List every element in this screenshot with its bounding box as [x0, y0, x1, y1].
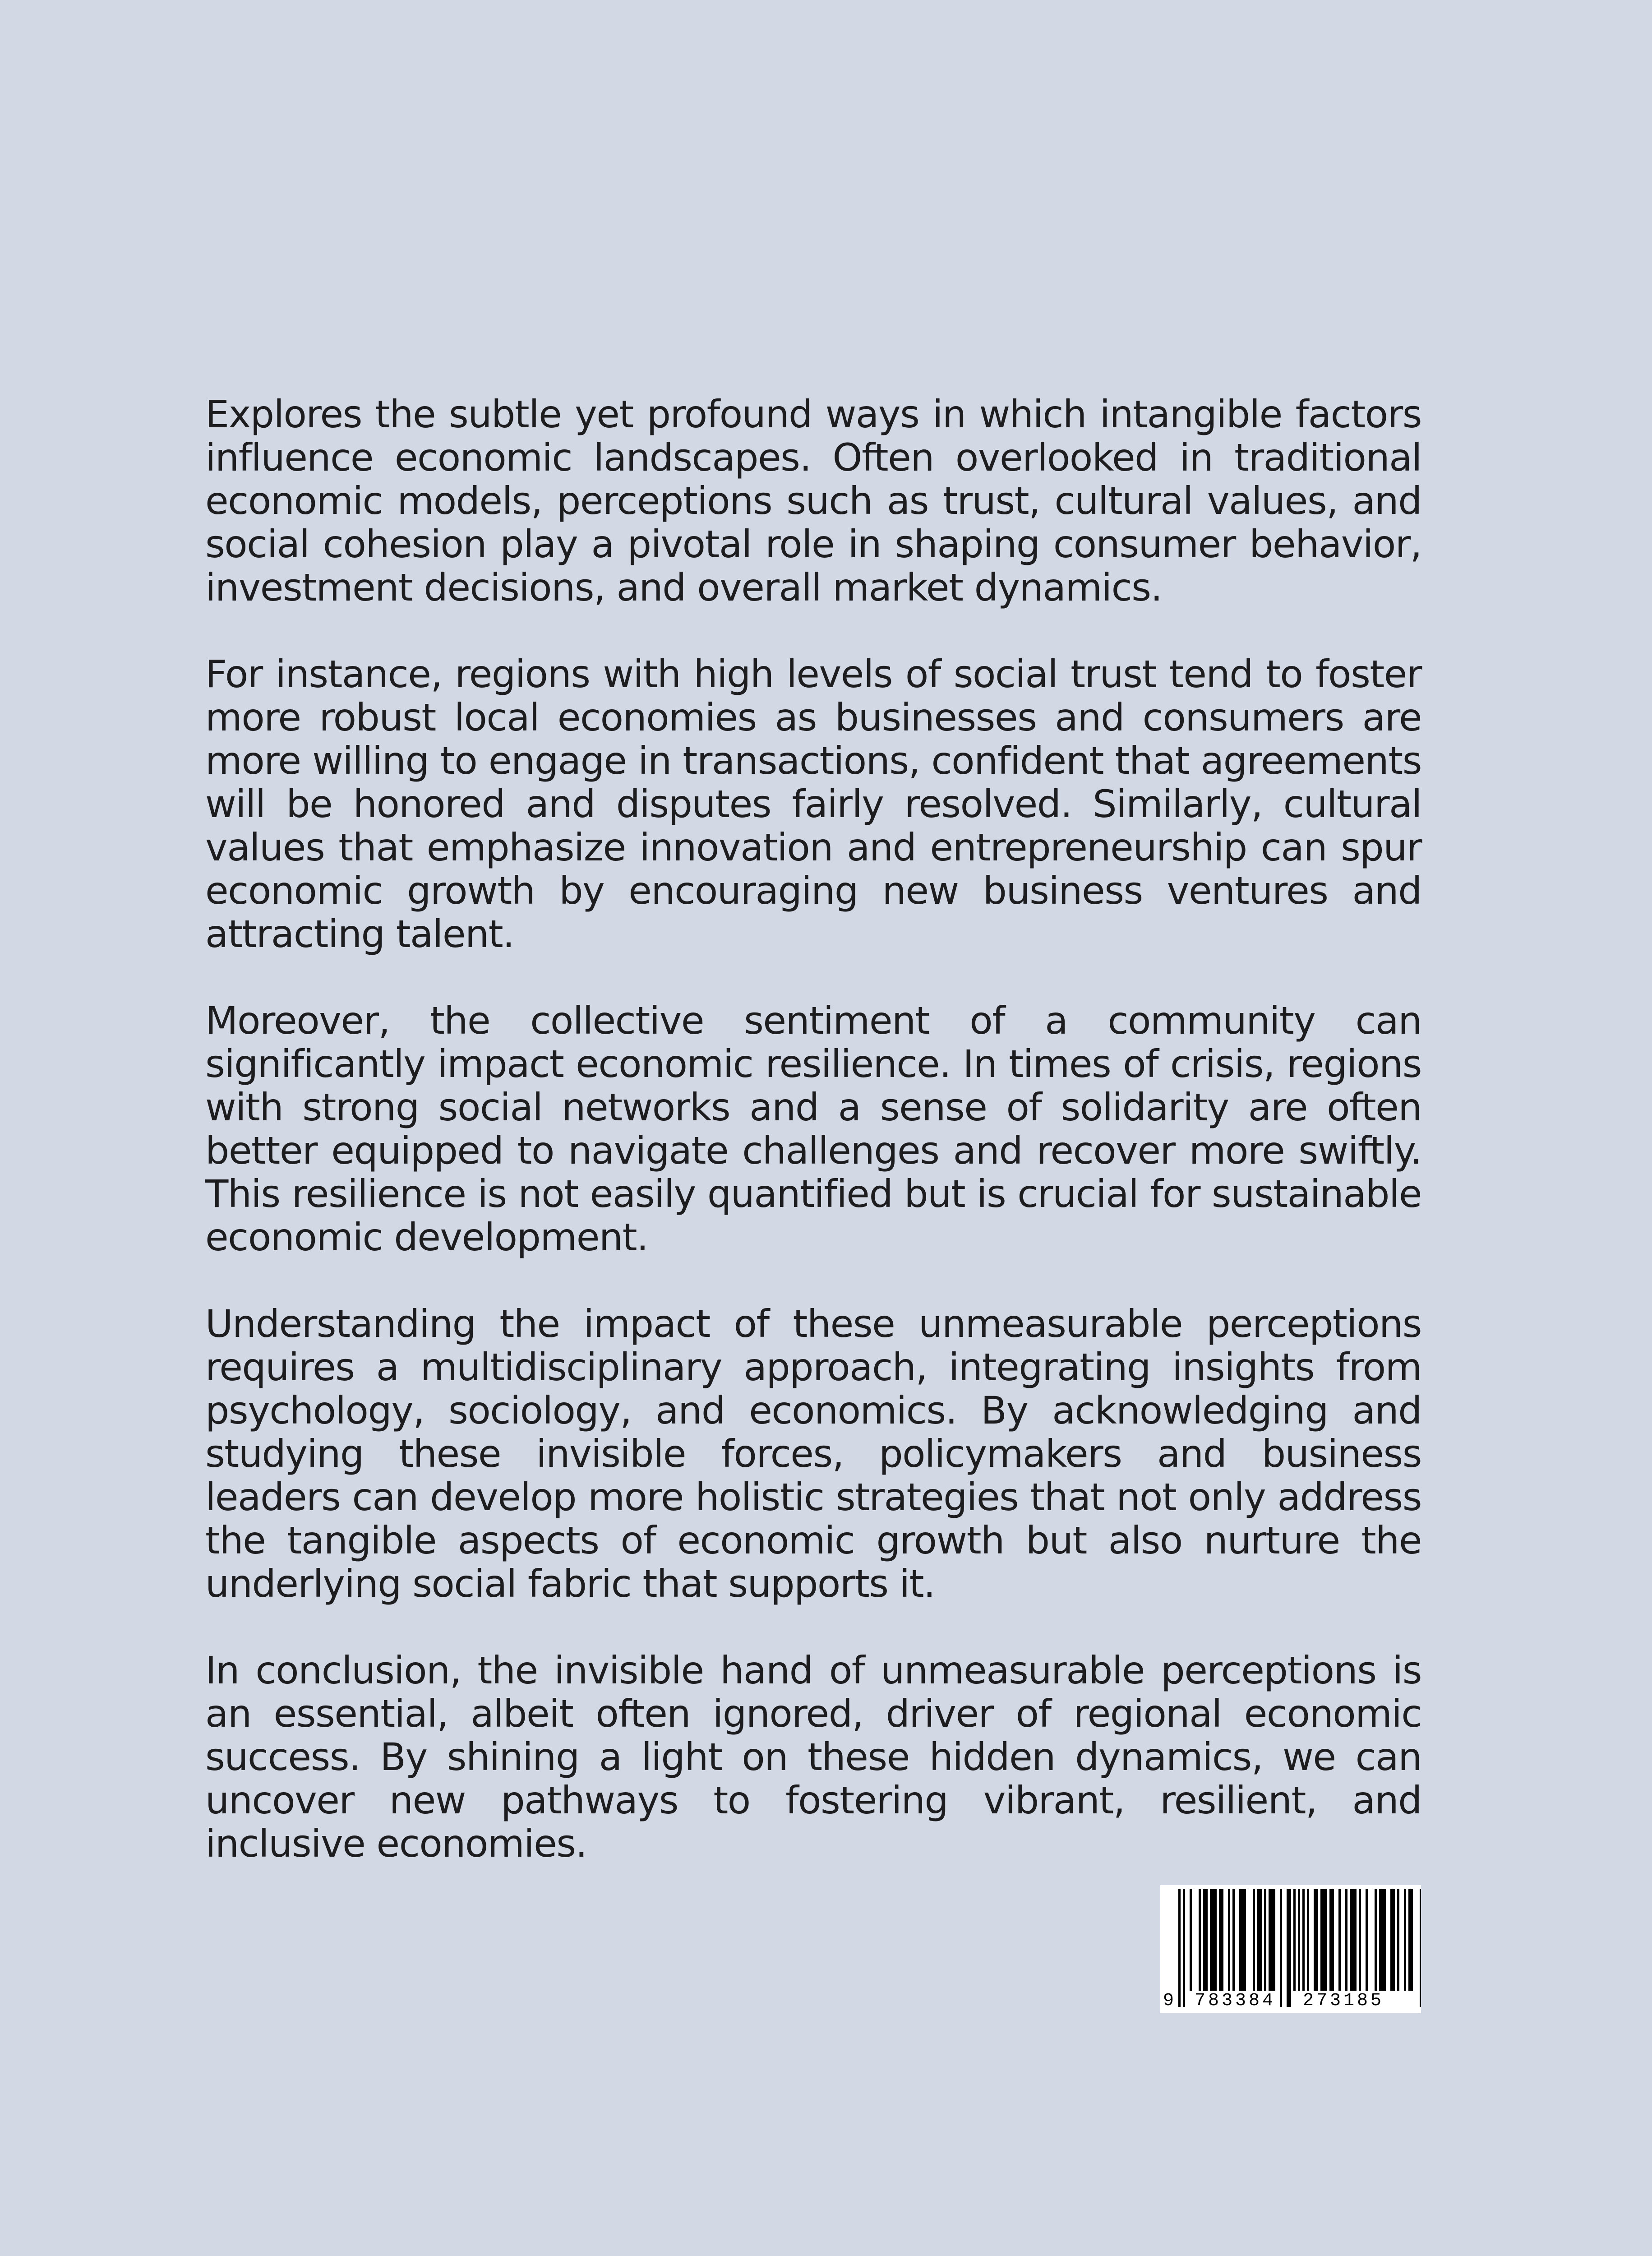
blurb-paragraph-2: For instance, regions with high levels of social trust tend to foster more robust local economies as businesses and consumers are more willing to engage in transactions, confident that agreements will be honored and disputes fairly resolved. Similarly, cultural values that emphasize innovation and entrepreneurship can spur economic growth by encouraging new business ventures and attracting talent. — [205, 652, 1421, 956]
blurb-paragraph-4: Understanding the impact of these unmeasurable perceptions requires a multidisciplinary approach, integrating insights from psychology, sociology, and economics. By acknowledging and studying these invisible forces, policymakers and business leaders can develop more holistic strategies that not only address the tangible aspects of economic growth but also nurture the underlying social fabric that supports it. — [205, 1302, 1421, 1606]
barcode-bar — [1329, 1889, 1334, 1991]
barcode-bar — [1314, 1889, 1318, 1991]
barcode-bar — [1359, 1889, 1361, 1991]
barcode-bar — [1320, 1889, 1327, 1991]
barcode-bar — [1239, 1889, 1246, 1991]
barcode-bar — [1350, 1889, 1357, 1991]
isbn-first-digit: 9 — [1163, 1991, 1174, 2011]
barcode-bar — [1269, 1889, 1275, 1991]
barcode-bar — [1379, 1889, 1386, 1991]
barcode-bar — [1210, 1889, 1217, 1991]
barcode-bar — [1420, 1889, 1421, 2007]
barcode-bar — [1345, 1889, 1347, 1991]
barcode-bar — [1199, 1889, 1201, 1991]
barcode-bar — [1183, 1889, 1185, 2007]
back-cover-blurb — [205, 393, 1421, 1909]
isbn-left-group: 783384 — [1192, 1991, 1278, 2011]
isbn-right-group: 273185 — [1300, 1991, 1387, 2011]
blurb-paragraph-3: Moreover, the collective sentiment of a community can significantly impact economic resilience. In times of crisis, regions with strong social networks and a sense of solidarity are often better equipped to navigate challenges and recover more swiftly. This resilience is not easily quantified but is crucial for sustainable economic development. — [205, 999, 1421, 1259]
barcode-bar — [1253, 1889, 1255, 1991]
barcode-bar — [1287, 1889, 1291, 2007]
barcode-bar — [1307, 1889, 1309, 1991]
barcode-bar — [1408, 1889, 1413, 1991]
isbn-barcode — [1160, 1885, 1421, 2013]
barcode-bar — [1390, 1889, 1395, 1991]
blurb-paragraph-5: In conclusion, the invisible hand of unmeasurable perceptions is an essential, albeit often ignored, driver of regional economic success. By shining a light on these hidden dynamics, we can uncover new pathways to fostering vibrant, resilient, and inclusive economies. — [205, 1648, 1421, 1866]
barcode-bar — [1257, 1889, 1262, 1991]
barcode-bar — [1338, 1889, 1341, 1991]
blurb-paragraph-1: Explores the subtle yet profound ways in which intangible factors influence economic landscapes. Often overlooked in traditional economic models, perceptions such as trust, cultural values, and social cohesion play a pivotal role in shaping consumer behavior, investment decisions, and overall market dynamics. — [205, 392, 1421, 610]
barcode-bar — [1397, 1889, 1399, 1991]
barcode-bar — [1298, 1889, 1300, 1991]
barcode-bar — [1293, 1889, 1296, 1991]
barcode-bar — [1302, 1889, 1305, 1991]
barcode-bar — [1219, 1889, 1223, 1991]
barcode-bar — [1366, 1889, 1368, 1991]
barcode-bar — [1228, 1889, 1230, 1991]
barcode-bar — [1404, 1889, 1406, 1991]
barcode-bar — [1190, 1889, 1192, 1991]
barcode-bar — [1280, 1889, 1282, 2007]
barcode-bar — [1232, 1889, 1235, 1991]
barcode-bar — [1203, 1889, 1208, 1991]
barcode-bar — [1264, 1889, 1266, 1991]
barcode-bar — [1178, 1889, 1181, 2007]
barcode-bar — [1375, 1889, 1377, 1991]
